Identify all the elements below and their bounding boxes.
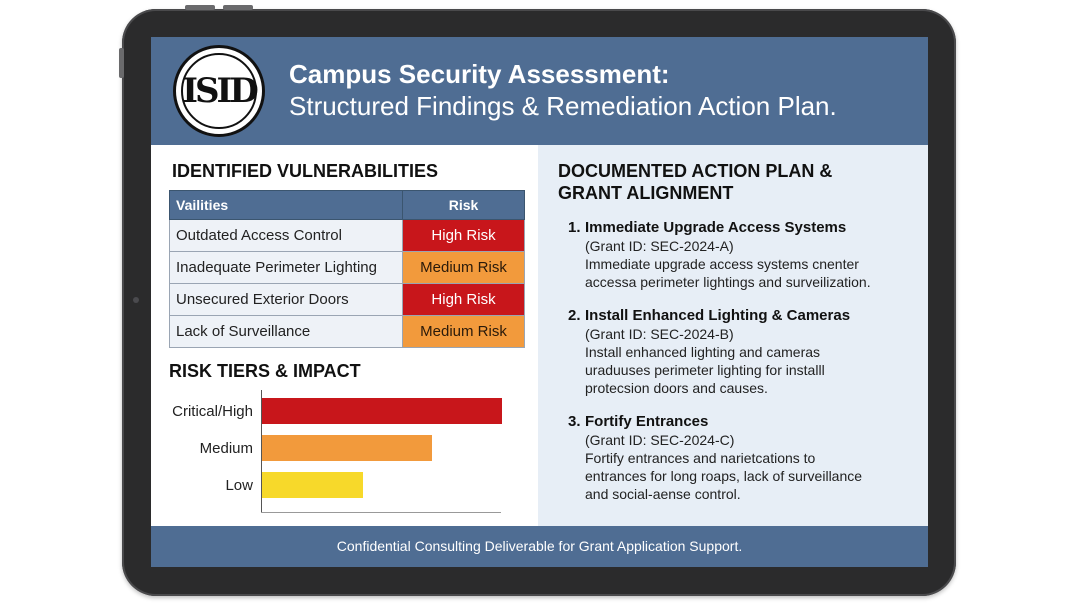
risk-badge: High Risk [403,284,525,316]
list-item [568,413,918,503]
plan-item-description: Fortify entrances and narietcations to [585,450,816,466]
logo-monogram: ISID [182,71,256,111]
bar-medium [262,435,432,461]
table-row [170,252,525,284]
page-subtitle: Structured Findings & Remediation Action Plan. [289,91,837,121]
plan-item-heading [568,413,918,431]
plan-item-description: accessa perimeter lightings and surveilization. [585,274,871,290]
plan-item-title: Fortify Entrances [585,413,709,430]
plan-item-title: Install Enhanced Lighting & Cameras [585,307,851,324]
plan-item-grant-id: (Grant ID: SEC-2024-C) [585,432,735,448]
list-item [568,307,918,397]
footer: Confidential Consulting Deliverable for Grant Application Support. [151,526,928,567]
plan-item-description: entrances for long roaps, lack of surveillance [585,468,863,484]
tablet-side-button [119,48,124,78]
vulnerability-name: Inadequate Perimeter Lighting [170,252,403,284]
column-header-risk: Risk [403,191,525,220]
camera-icon [133,297,139,303]
vulnerabilities-title: IDENTIFIED VULNERABILITIES [172,161,439,181]
bar-label-medium: Medium [199,440,253,457]
chart-x-axis [261,512,501,513]
plan-item-heading [568,307,918,325]
left-panel [151,145,538,526]
bar-label-critical-high: Critical/High [172,403,253,420]
page-title: Campus Security Assessment: [289,59,670,89]
risk-badge: Medium Risk [403,252,525,284]
plan-item-grant-id: (Grant ID: SEC-2024-B) [585,326,734,342]
column-header-vulnerability: Vailities [170,191,403,220]
plan-item-description: protecsion doors and causes. [585,380,768,396]
screen [151,37,928,567]
bar-label-low: Low [225,477,253,494]
action-plan-list [568,219,918,519]
table-row [170,316,525,348]
plan-item-number: 3. [568,413,581,430]
risk-tier-chart [151,390,538,520]
right-panel [538,145,928,526]
table-header-row [170,191,525,220]
logo [173,45,265,137]
plan-item-description: Immediate upgrade access systems cnenter [585,256,859,272]
plan-item-heading [568,219,918,237]
tablet-button [185,5,215,10]
table-row [170,220,525,252]
tablet-button [223,5,253,10]
action-plan-title: DOCUMENTED ACTION PLAN & [558,161,833,181]
header [151,37,928,145]
action-plan-title-line2: GRANT ALIGNMENT [558,183,734,203]
risk-badge: Medium Risk [403,316,525,348]
risk-badge: High Risk [403,220,525,252]
vulnerability-name: Lack of Surveillance [170,316,403,348]
bar-critical-high [262,398,502,424]
plan-item-description: and social-aense control. [585,486,741,502]
plan-item-description: uraduuses perimeter lighting for installl [585,362,825,378]
plan-item-description: Install enhanced lighting and cameras [585,344,821,360]
risk-chart-title: RISK TIERS & IMPACT [169,361,361,381]
table-row [170,284,525,316]
vulnerability-name: Unsecured Exterior Doors [170,284,403,316]
plan-item-number: 1. [568,219,581,236]
plan-item-grant-id: (Grant ID: SEC-2024-A) [585,238,734,254]
vulnerabilities-table [169,190,525,348]
vulnerability-name: Outdated Access Control [170,220,403,252]
plan-item-title: Immediate Upgrade Access Systems [585,219,847,236]
plan-item-number: 2. [568,307,581,324]
list-item [568,219,918,291]
bar-low [262,472,363,498]
